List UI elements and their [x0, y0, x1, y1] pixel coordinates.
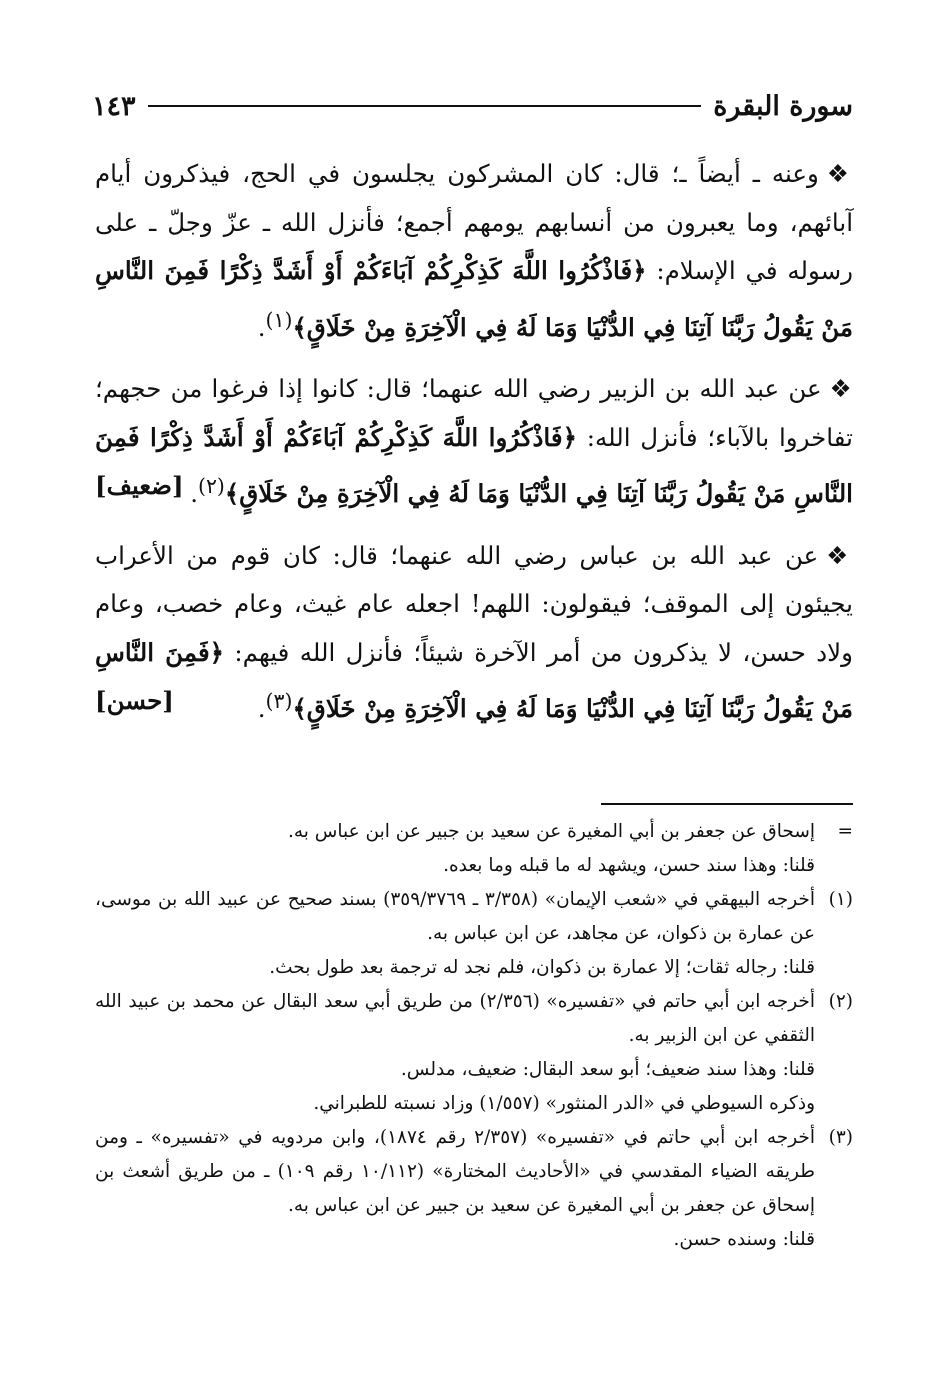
footnote-line: قلنا: وهذا سند حسن، ويشهد له ما قبله وما بعده. [443, 855, 815, 876]
main-text [95, 150, 853, 747]
footnote-ref: (١) [265, 307, 293, 332]
footnote-ref: (٢) [197, 474, 225, 499]
footnote-line: وذكره السيوطي في «الدر المنثور» (١/٥٥٧) وزاد نسبته للطبراني. [313, 1093, 815, 1114]
sentence-end: . [190, 479, 198, 509]
bullet-ornament-icon: ❖ [829, 374, 853, 404]
quran-verse: ﴿فَاذْكُرُوا اللَّهَ كَذِكْرِكُمْ آبَاءَكُمْ أَوْ أَشَدَّ ذِكْرًا فَمِنَ النَّاسِ مَنْ يَقُولُ رَبَّنَا آتِنَا فِي الدُّنْيَا وَمَا لَهُ فِي الْآخِرَةِ مِنْ خَلَاقٍ﴾ [95, 256, 853, 342]
hadith-text: عن عبد الله بن الزبير رضي الله عنهما؛ قال: كانوا إذا فرغوا من حجهم؛ تفاخروا بالآباء؛ فأنزل الله: [95, 374, 853, 452]
hadith-text: عن عبد الله بن عباس رضي الله عنهما؛ قال: كان قوم من الأعراب يجيئون إلى الموقف؛ فيقولون: اللهم! اجعله عام غيث، وعام خصب، وعام ولاد حسن، لا يذكرون من أمر الآخرة شيئاً؛ فأنزل الله فيهم: [95, 540, 853, 667]
footnote-ref: (٣) [265, 689, 293, 714]
footnote-line: قلنا: وسنده حسن. [673, 1229, 815, 1250]
bullet-ornament-icon: ❖ [826, 540, 853, 570]
bullet-ornament-icon: ❖ [826, 159, 853, 188]
footnote-separator [601, 803, 853, 805]
quran-verse: ﴿فَمِنَ النَّاسِ مَنْ يَقُولُ رَبَّنَا آتِنَا فِي الدُّنْيَا وَمَا لَهُ فِي الْآخِرَةِ مِنْ خَلَاقٍ﴾ [95, 637, 853, 724]
surah-title: سورة البقرة [713, 90, 853, 122]
footnote-marker: (٢) [828, 991, 853, 1012]
sentence-end: . [257, 694, 266, 724]
hadith-paragraph [95, 365, 853, 519]
footnote-item [95, 1121, 853, 1257]
header-rule [148, 105, 702, 107]
footnote-line: إسحاق عن جعفر بن أبي المغيرة عن سعيد بن جبير عن ابن عباس به. [287, 821, 815, 842]
footnote-line: قلنا: رجاله ثقات؛ إلا عمارة بن ذكوان، فلم نجد له ترجمة بعد طول بحث. [269, 957, 815, 978]
footnote-line: قلنا: وهذا سند ضعيف؛ أبو سعد البقال: ضعيف، مدلس. [400, 1059, 815, 1080]
hadith-grade: [ضعيف] [95, 471, 184, 501]
page-header [92, 86, 853, 126]
hadith-grade: [حسن] [95, 686, 174, 716]
hadith-paragraph [95, 532, 853, 734]
footnote-line: أخرجه ابن أبي حاتم في «تفسيره» (٢/٣٥٧ رقم ١٨٧٤)، وابن مردويه في «تفسيره» ـ ومن طريقه الضياء المقدسي في «الأحاديث المختارة» (١٠/١١٢ رقم ١٠٩) ـ من طريق أشعث بن إسحاق عن جعفر بن أبي المغيرة عن سعيد بن جبير عن ابن عباس به. [95, 1127, 815, 1216]
hadith-paragraph [95, 150, 853, 352]
footnote-item [95, 815, 853, 883]
hadith-text: وعنه ـ أيضاً ـ؛ قال: كان المشركون يجلسون في الحج، فيذكرون أيام آبائهم، وما يعبرون من أنسابهم يومهم أجمع؛ فأنزل الله ـ عزّ وجلّ ـ على رسوله في الإسلام: [95, 159, 853, 285]
footnote-marker: (٣) [828, 1127, 853, 1148]
footnote-marker: (١) [828, 889, 853, 910]
footnote-line: أخرجه ابن أبي حاتم في «تفسيره» (٢/٣٥٦) من طريق أبي سعد البقال عن محمد بن عبيد الله الثقفي عن ابن الزبير به. [95, 991, 815, 1046]
quran-verse: ﴿فَاذْكُرُوا اللَّهَ كَذِكْرِكُمْ آبَاءَكُمْ أَوْ أَشَدَّ ذِكْرًا فَمِنَ النَّاسِ مَنْ يَقُولُ رَبَّنَا آتِنَا فِي الدُّنْيَا وَمَا لَهُ فِي الْآخِرَةِ مِنْ خَلَاقٍ﴾ [95, 422, 853, 509]
sentence-end: . [257, 312, 266, 342]
footnote-marker: = [837, 821, 853, 842]
footnote-item [95, 985, 853, 1121]
footnote-line: أخرجه البيهقي في «شعب الإيمان» (٣/٣٥٨ ـ ٣٥٩/٣٧٦٩) بسند صحيح عن عبيد الله بن موسى، عن عمارة بن ذكوان، عن مجاهد، عن ابن عباس به. [95, 889, 815, 944]
page-number: ١٤٣ [92, 90, 136, 122]
footnote-item [95, 883, 853, 985]
footnotes [95, 815, 853, 1257]
